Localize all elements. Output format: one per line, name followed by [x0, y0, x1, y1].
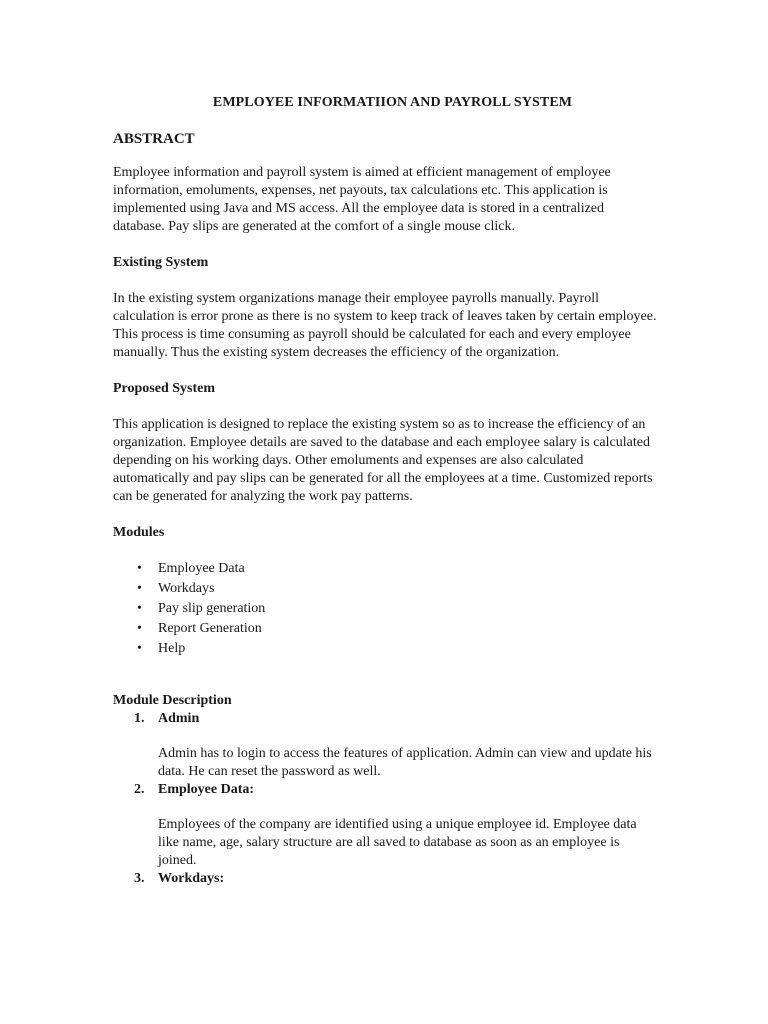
bullet-icon: •: [137, 601, 142, 616]
list-item: [113, 620, 658, 638]
module-description-list: [113, 710, 658, 888]
proposed-system-heading: Proposed System: [113, 381, 216, 396]
list-item: [113, 781, 658, 870]
existing-system-text: In the existing system organizations manage their employee payrolls manually. Payroll calculation is error prone as there is no system to keep track of leaves taken by certain employee. This process is time consuming as payroll should be calculated for each and every employee manually. Thus the existing system decreases the efficiency of the organization.: [113, 291, 657, 360]
module-item-label: Report Generation: [158, 621, 262, 636]
bullet-icon: •: [137, 561, 142, 576]
modules-list: [113, 560, 658, 658]
bullet-icon: •: [137, 621, 142, 636]
proposed-system-text: This application is designed to replace the existing system so as to increase the efficiency of an organization. Employee details are saved to the database and each employee salary is calculated depending on his working days. Other emoluments and expenses are also calculated automatically and pay slips can be generated for all the employees at a time. Customized reports can be generated for analyzing the work pay patterns.: [113, 417, 653, 504]
bullet-icon: •: [137, 581, 142, 596]
list-number: 2.: [134, 782, 145, 797]
module-heading: Admin: [158, 711, 200, 726]
module-item-label: Workdays: [158, 581, 215, 596]
list-item: [113, 560, 658, 578]
module-item-label: Help: [158, 641, 186, 656]
list-item: [113, 640, 658, 658]
list-item: [113, 710, 658, 781]
list-number: 1.: [134, 711, 145, 726]
abstract-text: Employee information and payroll system is aimed at efficient management of employee information, emoluments, expenses, net payouts, tax calculations etc. This application is implemented using Java and MS access. All the employee data is stored in a centralized database. Pay slips are generated at the comfort of a single mouse click.: [113, 165, 611, 234]
list-item: [113, 580, 658, 598]
module-text: Admin has to login to access the features of application. Admin can view and update his data. He can reset the password as well.: [158, 746, 652, 779]
modules-heading: Modules: [113, 525, 165, 540]
module-text: Employees of the company are identified using a unique employee id. Employee data like name, age, salary structure are all saved to database as soon as an employee is joined.: [158, 817, 637, 868]
module-item-label: Pay slip generation: [158, 601, 266, 616]
bullet-icon: •: [137, 641, 142, 656]
list-item: [113, 600, 658, 618]
document-title: EMPLOYEE INFORMATIION AND PAYROLL SYSTEM: [212, 95, 573, 110]
abstract-heading: ABSTRACT: [113, 131, 195, 147]
existing-system-heading: Existing System: [113, 255, 209, 270]
module-item-label: Employee Data: [158, 561, 245, 576]
list-number: 3.: [134, 871, 145, 886]
module-heading: Workdays:: [158, 871, 225, 886]
document-page: [113, 94, 658, 905]
module-description-heading: Module Description: [113, 693, 232, 708]
list-item: [113, 870, 658, 888]
module-heading: Employee Data:: [158, 782, 255, 797]
